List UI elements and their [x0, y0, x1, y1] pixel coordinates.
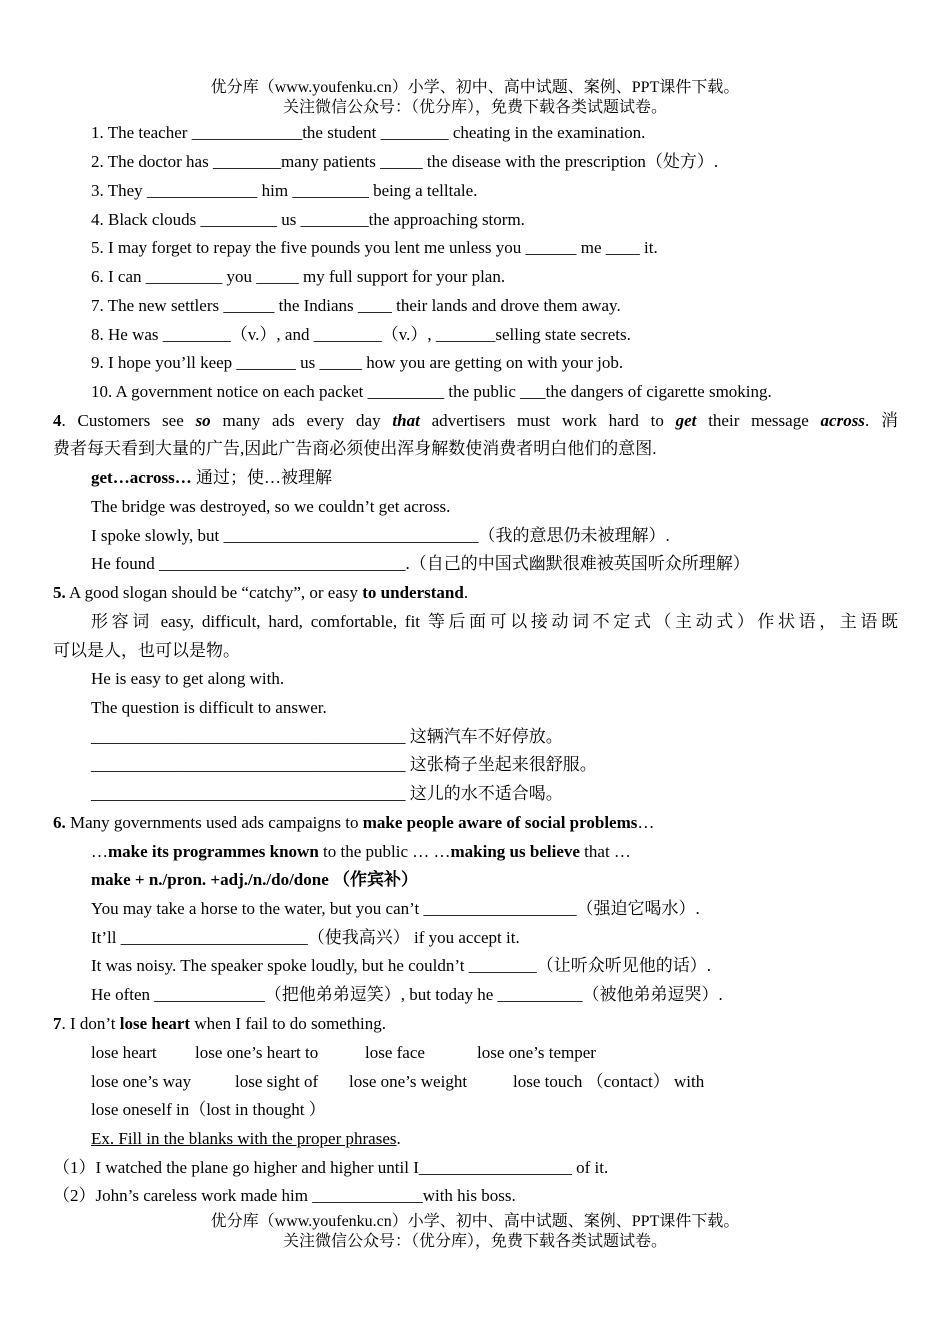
exercise-item: 1. The teacher _____________the student ________ cheating in the examination. [91, 123, 646, 142]
footer-line-2: 关注微信公众号：（优分库），免费下载各类试题试卷。 [282, 1233, 667, 1250]
fill-blank-item: It’ll ______________________（使我高兴） if you accept it. [91, 928, 520, 947]
grammar-note: 形容词 easy, difficult, hard, comfortable, fit 等后面可以接动词不定式（主动式）作状语，主语既 [91, 612, 898, 631]
section-7-sentence: 7. I don’t lose heart when I fail to do something. [53, 1014, 387, 1033]
fill-blank-item: _____________________________________ 这儿的水不适合喝。 [91, 784, 563, 803]
section-number: 7 [53, 1014, 62, 1033]
exercise-item: 10. A government notice on each packet _________ the public ___the dangers of cigarette smoking. [91, 382, 772, 401]
header-line-2: 关注微信公众号：（优分库），免费下载各类试题试卷。 [282, 99, 667, 116]
phrase-item: lose heart [91, 1043, 157, 1062]
exercise-instruction: Ex. Fill in the blanks with the proper phrases. [91, 1129, 401, 1148]
phrase-item: lose one’s weight [349, 1072, 468, 1091]
fill-blank-item: I spoke slowly, but ______________________________（我的意思仍未被理解）. [91, 526, 670, 545]
example-sentence: He is easy to get along with. [91, 669, 285, 688]
section-4-translation: 费者每天看到大量的广告,因此广告商必须使出浑身解数使消费者明白他们的意图. [53, 439, 657, 458]
grammar-note-cont: 可以是人，也可以是物。 [53, 641, 240, 660]
phrase-item: lose one’s way [91, 1072, 192, 1091]
section-number: 4 [53, 411, 62, 430]
exercise-item: 4. Black clouds _________ us ________the approaching storm. [91, 210, 525, 229]
section-number: 5. [53, 583, 66, 602]
section-6-examples: …make its programmes known to the public … …making us believe that … [91, 842, 631, 861]
exercise-item: 7. The new settlers ______ the Indians ____ their lands and drove them away. [91, 296, 621, 315]
phrase-item: lose one’s temper [477, 1043, 596, 1062]
exercise-item: 2. The doctor has ________many patients _____ the disease with the prescription（处方）. [91, 152, 719, 171]
grammar-structure: make + n./pron. +adj./n./do/done （作宾补） [91, 870, 419, 889]
section-5-sentence: 5. A good slogan should be “catchy”, or easy to understand. [53, 583, 469, 602]
phrase-row [91, 1042, 596, 1064]
section-6-sentence: 6. Many governments used ads campaigns to make people aware of social problems… [53, 813, 655, 832]
fill-blank-item: （1）I watched the plane go higher and higher until I__________________ of it. [53, 1158, 609, 1177]
fill-blank-item: It was noisy. The speaker spoke loudly, but he couldn’t ________（让听众听见他的话）. [91, 956, 711, 975]
footer-line-1: 优分库（www.youfenku.cn）小学、初中、高中试题、案例、PPT课件下载。 [210, 1213, 740, 1230]
section-4-sentence: 4. Customers see so many ads every day that advertisers must work hard to get their message across. 消 [53, 411, 898, 430]
fill-blank-item: You may take a horse to the water, but you can’t __________________（强迫它喝水）. [91, 899, 700, 918]
exercise-item: 3. They _____________ him _________ being a telltale. [91, 181, 478, 200]
phrase-item: lose touch （contact） with [513, 1072, 705, 1091]
phrase-row: lose oneself in（lost in thought ） [91, 1100, 326, 1119]
example-sentence: The question is difficult to answer. [91, 698, 327, 717]
phrase-definition: get…across… 通过；使…被理解 [91, 468, 332, 487]
example-sentence: The bridge was destroyed, so we couldn’t get across. [91, 497, 451, 516]
fill-blank-item: _____________________________________ 这张椅子坐起来很舒服。 [91, 755, 597, 774]
phrase-row [91, 1071, 704, 1093]
exercise-item: 6. I can _________ you _____ my full support for your plan. [91, 267, 506, 286]
exercise-item: 5. I may forget to repay the five pounds you lent me unless you ______ me ____ it. [91, 238, 658, 257]
fill-blank-item: He often _____________（把他弟弟逗笑）, but today he __________（被他弟弟逗哭）. [91, 985, 723, 1004]
phrase-item: lose one’s heart to [195, 1043, 319, 1062]
exercise-item: 9. I hope you’ll keep _______ us _____ how you are getting on with your job. [91, 353, 624, 372]
section-number: 6. [53, 813, 66, 832]
phrase-item: lose sight of [235, 1072, 319, 1091]
fill-blank-item: _____________________________________ 这辆汽车不好停放。 [91, 727, 563, 746]
fill-blank-item: （2）John’s careless work made him _____________with his boss. [53, 1186, 516, 1205]
exercise-item: 8. He was ________（v.）, and ________（v.）, _______selling state secrets. [91, 325, 631, 344]
fill-blank-item: He found _____________________________.（自己的中国式幽默很难被英国听众所理解） [91, 554, 750, 573]
phrase-item: lose face [365, 1043, 425, 1062]
header-line-1: 优分库（www.youfenku.cn）小学、初中、高中试题、案例、PPT课件下载。 [210, 79, 740, 96]
